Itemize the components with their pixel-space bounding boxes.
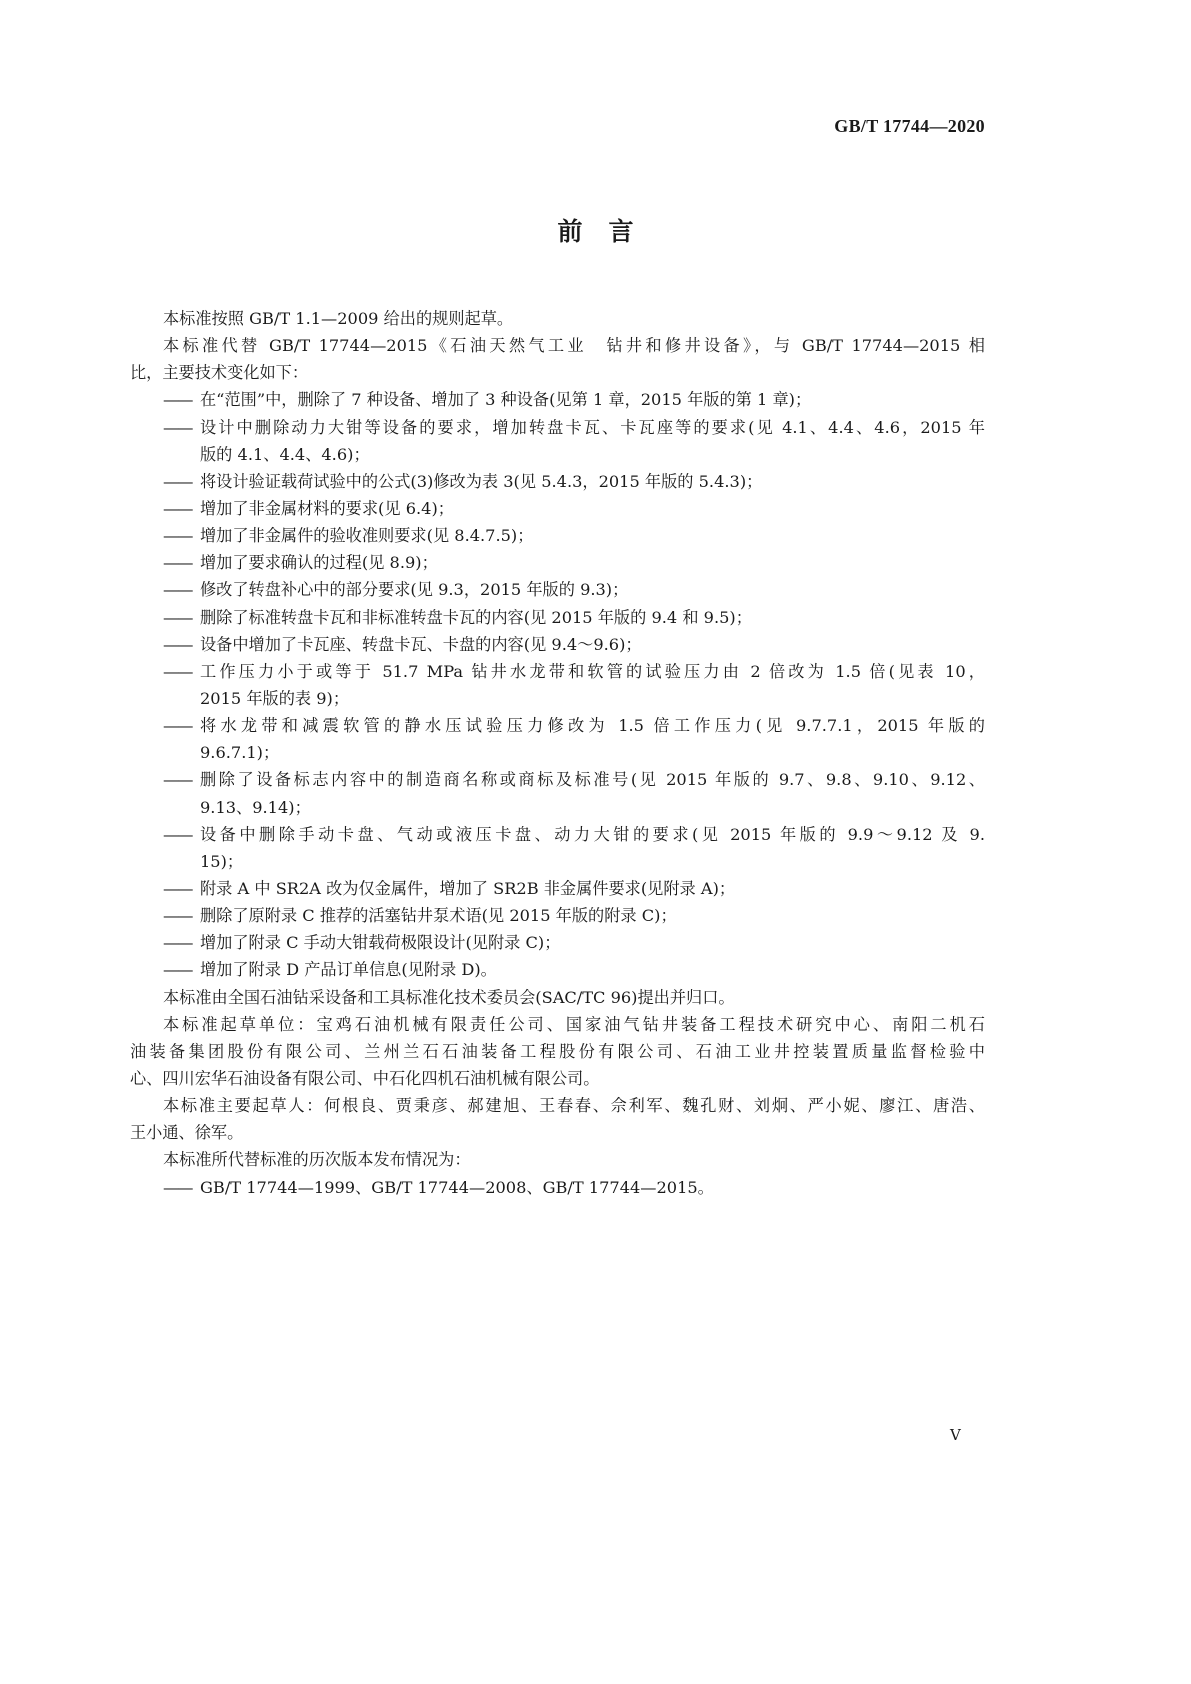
paragraph <box>130 1146 985 1173</box>
change-list-item <box>130 549 985 576</box>
text-line: 本标准起草单位：宝鸡石油机械有限责任公司、国家油气钻井装备工程技术研究中心、南阳二机石 <box>163 1014 985 1034</box>
text-line <box>130 386 985 413</box>
standard-number: GB/T 17744—2020 <box>834 116 985 136</box>
change-list-item <box>130 712 985 766</box>
text-line: 本标准由全国石油钻采设备和工具标准化技术委员会(SAC/TC 96)提出并归口。 <box>163 987 735 1007</box>
change-list-item <box>130 658 985 712</box>
list-dash: —— <box>163 1177 192 1197</box>
change-list-item <box>130 576 985 603</box>
change-list-item <box>130 604 985 631</box>
title-char: 前 <box>557 217 583 246</box>
paragraph <box>130 305 985 332</box>
change-list-item <box>130 929 985 956</box>
item-text: 设计中删除动力大钳等设备的要求，增加转盘卡瓦、卡瓦座等的要求(见 4.1、4.4、4.6，2015 年 <box>200 417 985 437</box>
change-list-item <box>130 386 985 413</box>
item-text: 增加了附录 D 产品订单信息(见附录 D)。 <box>200 960 497 980</box>
list-dash: —— <box>163 471 192 491</box>
change-list-item <box>130 766 985 820</box>
item-text: 增加了附录 C 手动大钳载荷极限设计(见附录 C)； <box>200 933 561 953</box>
change-list-item <box>130 1174 985 1201</box>
change-list-item <box>130 522 985 549</box>
item-text: 在“范围”中，删除了 7 种设备、增加了 3 种设备(见第 1 章，2015 年版的第 1 章)； <box>200 390 812 410</box>
text-line: 本标准按照 GB/T 1.1—2009 给出的规则起草。 <box>163 309 514 328</box>
text-line <box>130 604 985 631</box>
item-text: 将设计验证载荷试验中的公式(3)修改为表 3(见 5.4.3，2015 年版的 5.4.3)； <box>200 471 763 491</box>
list-dash: —— <box>163 716 192 736</box>
paragraph <box>130 984 985 1011</box>
change-list-item <box>130 875 985 902</box>
text-line: 9.6.7.1)； <box>200 743 280 763</box>
list-dash: —— <box>163 634 192 654</box>
change-list-item <box>130 495 985 522</box>
list-dash: —— <box>163 417 192 437</box>
change-list-item <box>130 956 985 983</box>
list-dash: —— <box>163 553 192 573</box>
text-line: 本标准代替 GB/T 17744—2015《石油天然气工业 钻井和修井设备》，与 GB/T 17744—2015 相 <box>163 336 985 356</box>
item-text: 增加了非金属件的验收准则要求(见 8.4.7.5)； <box>200 526 534 546</box>
item-text: 将水龙带和减震软管的静水压试验压力修改为 1.5 倍工作压力(见 9.7.7.1，2015 年版的 <box>200 716 985 736</box>
item-text: 删除了原附录 C 推荐的活塞钻井泵术语(见 2015 年版的附录 C)； <box>200 906 677 926</box>
text-line <box>130 712 985 739</box>
text-line <box>130 522 985 549</box>
text-line <box>130 631 985 658</box>
text-line <box>130 902 985 929</box>
list-dash: —— <box>163 878 192 898</box>
text-line: 本标准所代替标准的历次版本发布情况为： <box>163 1150 471 1170</box>
text-line <box>130 1174 985 1201</box>
item-text: 附录 A 中 SR2A 改为仅金属件，增加了 SR2B 非金属件要求(见附录 A)； <box>200 878 736 898</box>
change-list-item <box>130 902 985 929</box>
list-dash: —— <box>163 390 192 410</box>
item-text: 设备中删除手动卡盘、气动或液压卡盘、动力大钳的要求(见 2015 年版的 9.9～9.12 及 9. <box>200 824 985 844</box>
list-dash: —— <box>163 526 192 546</box>
text-line: 比，主要技术变化如下： <box>130 363 309 383</box>
list-dash: —— <box>163 933 192 953</box>
item-text: 工作压力小于或等于 51.7 MPa 钻井水龙带和软管的试验压力由 2 倍改为 1.5 倍(见表 10， <box>200 661 985 681</box>
text-line <box>130 495 985 522</box>
page-number: V <box>950 1426 961 1444</box>
paragraph <box>130 1011 985 1092</box>
item-text: 修改了转盘补心中的部分要求(见 9.3，2015 年版的 9.3)； <box>200 580 629 600</box>
text-line: 油装备集团股份有限公司、兰州兰石石油装备工程股份有限公司、石油工业井控装置质量监督检验中 <box>130 1041 985 1061</box>
item-text: 增加了要求确认的过程(见 8.9)； <box>200 553 438 573</box>
item-text: 增加了非金属材料的要求(见 6.4)； <box>200 498 454 518</box>
text-line: 版的 4.1、4.4、4.6)； <box>200 444 370 464</box>
list-dash: —— <box>163 498 192 518</box>
text-line <box>130 929 985 956</box>
text-line <box>130 468 985 495</box>
list-dash: —— <box>163 960 192 980</box>
text-line <box>130 956 985 983</box>
text-line: 15)； <box>200 851 244 871</box>
text-line: 心、四川宏华石油设备有限公司、中石化四机石油机械有限公司。 <box>130 1068 600 1088</box>
item-text: GB/T 17744—1999、GB/T 17744—2008、GB/T 17744—2015。 <box>200 1177 714 1197</box>
text-line <box>130 549 985 576</box>
item-text: 设备中增加了卡瓦座、转盘卡瓦、卡盘的内容(见 9.4～9.6)； <box>200 634 642 654</box>
list-dash: —— <box>163 906 192 926</box>
text-line: 王小通、徐军。 <box>130 1123 244 1143</box>
text-line: 9.13、9.14)； <box>200 797 311 817</box>
text-line: 本标准主要起草人：何根良、贾秉彦、郝建旭、王春春、佘利军、魏孔财、刘炯、严小妮、廖江、唐浩、 <box>163 1096 985 1116</box>
text-line <box>130 766 985 793</box>
text-line <box>130 875 985 902</box>
text-line <box>130 576 985 603</box>
text-line: 2015 年版的表 9)； <box>200 688 350 708</box>
foreword-body <box>130 305 985 1201</box>
paragraph <box>130 1092 985 1146</box>
list-dash: —— <box>163 661 192 681</box>
list-dash: —— <box>163 824 192 844</box>
list-dash: —— <box>163 580 192 600</box>
change-list-item <box>130 414 985 468</box>
paragraph <box>130 332 985 386</box>
text-line <box>130 658 985 685</box>
change-list-item <box>130 821 985 875</box>
title-char: 言 <box>608 217 634 246</box>
text-line <box>130 414 985 441</box>
list-dash: —— <box>163 607 192 627</box>
text-line <box>130 821 985 848</box>
change-list-item <box>130 631 985 658</box>
page-title <box>0 212 1191 248</box>
item-text: 删除了设备标志内容中的制造商名称或商标及标准号(见 2015 年版的 9.7、9.8、9.10、9.12、 <box>200 770 985 790</box>
list-dash: —— <box>163 770 192 790</box>
item-text: 删除了标准转盘卡瓦和非标准转盘卡瓦的内容(见 2015 年版的 9.4 和 9.5)； <box>200 607 752 627</box>
change-list-item <box>130 468 985 495</box>
